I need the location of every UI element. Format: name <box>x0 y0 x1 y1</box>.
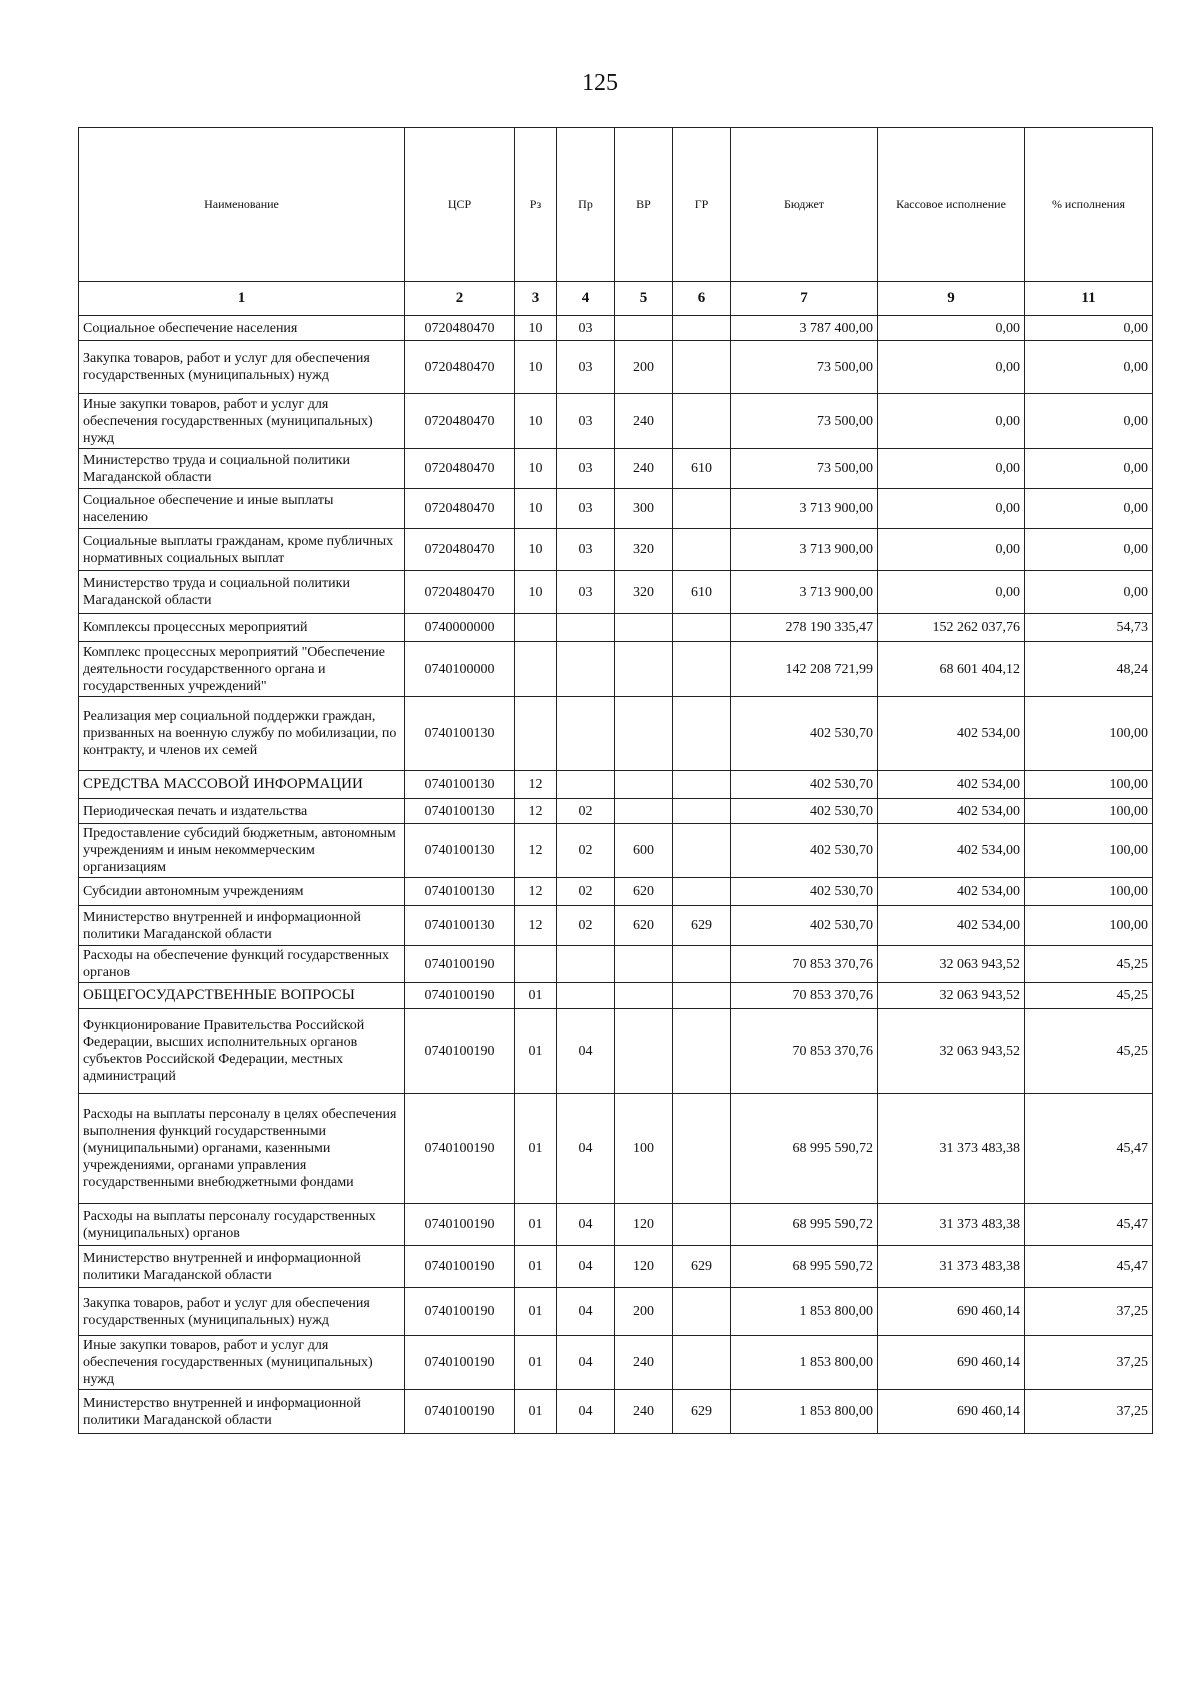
column-number: 3 <box>515 282 557 316</box>
column-number-row <box>79 282 1153 316</box>
cell-name: Закупка товаров, работ и услуг для обеспечения государственных (муниципальных) нужд <box>79 341 405 394</box>
cell-budget: 68 995 590,72 <box>731 1246 878 1288</box>
cell-pr: 02 <box>557 824 615 878</box>
cell-csr: 0740100130 <box>405 771 515 799</box>
cell-name: Социальное обеспечение и иные выплаты населению <box>79 489 405 529</box>
cell-percent: 100,00 <box>1025 697 1153 771</box>
cell-csr: 0740000000 <box>405 614 515 642</box>
cell-csr: 0740100130 <box>405 878 515 906</box>
cell-vr <box>615 983 673 1009</box>
cell-percent: 100,00 <box>1025 799 1153 824</box>
header-gr: ГР <box>673 128 731 282</box>
column-number: 1 <box>79 282 405 316</box>
column-number: 9 <box>878 282 1025 316</box>
cell-csr: 0740100190 <box>405 1009 515 1094</box>
cell-budget: 402 530,70 <box>731 824 878 878</box>
table-row <box>79 316 1153 341</box>
cell-gr <box>673 394 731 449</box>
cell-pr: 04 <box>557 1094 615 1204</box>
cell-csr: 0720480470 <box>405 316 515 341</box>
cell-vr: 240 <box>615 1336 673 1390</box>
cell-gr: 629 <box>673 1246 731 1288</box>
column-number: 7 <box>731 282 878 316</box>
cell-cash: 402 534,00 <box>878 697 1025 771</box>
cell-budget: 402 530,70 <box>731 878 878 906</box>
cell-rz <box>515 614 557 642</box>
header-pr: Пр <box>557 128 615 282</box>
cell-gr <box>673 341 731 394</box>
cell-pr: 03 <box>557 489 615 529</box>
cell-pr: 04 <box>557 1009 615 1094</box>
cell-csr: 0740100000 <box>405 642 515 697</box>
cell-gr <box>673 983 731 1009</box>
cell-name: Расходы на выплаты персоналу государственных (муниципальных) органов <box>79 1204 405 1246</box>
cell-rz: 10 <box>515 449 557 489</box>
cell-vr <box>615 771 673 799</box>
budget-execution-table <box>78 127 1153 1434</box>
cell-budget: 1 853 800,00 <box>731 1288 878 1336</box>
cell-name: Социальное обеспечение населения <box>79 316 405 341</box>
cell-rz: 10 <box>515 316 557 341</box>
cell-budget: 278 190 335,47 <box>731 614 878 642</box>
cell-vr: 320 <box>615 529 673 571</box>
cell-percent: 0,00 <box>1025 529 1153 571</box>
header-vr: ВР <box>615 128 673 282</box>
table-body <box>79 316 1153 1434</box>
cell-vr: 100 <box>615 1094 673 1204</box>
cell-name: Министерство внутренней и информационной политики Магаданской области <box>79 1246 405 1288</box>
cell-csr: 0720480470 <box>405 529 515 571</box>
cell-csr: 0720480470 <box>405 571 515 614</box>
table-row <box>79 571 1153 614</box>
table-row <box>79 489 1153 529</box>
cell-percent: 100,00 <box>1025 878 1153 906</box>
cell-pr: 03 <box>557 449 615 489</box>
cell-rz: 12 <box>515 906 557 946</box>
header-row <box>79 128 1153 282</box>
table-row <box>79 1094 1153 1204</box>
cell-vr: 620 <box>615 906 673 946</box>
table-row <box>79 799 1153 824</box>
cell-rz: 01 <box>515 1336 557 1390</box>
cell-rz: 01 <box>515 1246 557 1288</box>
cell-cash: 152 262 037,76 <box>878 614 1025 642</box>
cell-gr <box>673 1288 731 1336</box>
cell-vr: 200 <box>615 341 673 394</box>
cell-vr: 240 <box>615 394 673 449</box>
cell-gr <box>673 946 731 983</box>
cell-csr: 0740100190 <box>405 1094 515 1204</box>
cell-pr: 03 <box>557 316 615 341</box>
column-number: 11 <box>1025 282 1153 316</box>
cell-pr: 02 <box>557 906 615 946</box>
cell-gr <box>673 529 731 571</box>
cell-pr: 04 <box>557 1390 615 1434</box>
cell-vr: 240 <box>615 1390 673 1434</box>
cell-budget: 3 713 900,00 <box>731 529 878 571</box>
cell-name: Комплекс процессных мероприятий "Обеспечение деятельности государственного органа и государственных учреждений" <box>79 642 405 697</box>
cell-csr: 0740100190 <box>405 1288 515 1336</box>
cell-pr: 03 <box>557 529 615 571</box>
cell-budget: 402 530,70 <box>731 906 878 946</box>
cell-gr <box>673 614 731 642</box>
cell-budget: 70 853 370,76 <box>731 983 878 1009</box>
cell-name: Периодическая печать и издательства <box>79 799 405 824</box>
cell-csr: 0740100190 <box>405 1246 515 1288</box>
cell-percent: 100,00 <box>1025 824 1153 878</box>
cell-name: Закупка товаров, работ и услуг для обеспечения государственных (муниципальных) нужд <box>79 1288 405 1336</box>
cell-vr <box>615 799 673 824</box>
cell-pr: 02 <box>557 799 615 824</box>
cell-percent: 45,47 <box>1025 1204 1153 1246</box>
cell-percent: 37,25 <box>1025 1390 1153 1434</box>
cell-vr <box>615 1009 673 1094</box>
table-row <box>79 394 1153 449</box>
cell-csr: 0740100190 <box>405 1336 515 1390</box>
cell-cash: 690 460,14 <box>878 1288 1025 1336</box>
cell-budget: 70 853 370,76 <box>731 946 878 983</box>
cell-percent: 45,25 <box>1025 946 1153 983</box>
cell-cash: 402 534,00 <box>878 771 1025 799</box>
cell-vr: 120 <box>615 1204 673 1246</box>
cell-vr: 200 <box>615 1288 673 1336</box>
cell-name: Субсидии автономным учреждениям <box>79 878 405 906</box>
cell-vr: 120 <box>615 1246 673 1288</box>
cell-pr <box>557 697 615 771</box>
cell-pr: 03 <box>557 341 615 394</box>
cell-name: Реализация мер социальной поддержки граждан, призванных на военную службу по мобилизации, по контракту, и членов их семей <box>79 697 405 771</box>
cell-budget: 402 530,70 <box>731 697 878 771</box>
cell-csr: 0740100190 <box>405 983 515 1009</box>
cell-percent: 0,00 <box>1025 571 1153 614</box>
cell-rz: 01 <box>515 983 557 1009</box>
cell-name: Расходы на обеспечение функций государственных органов <box>79 946 405 983</box>
cell-cash: 31 373 483,38 <box>878 1094 1025 1204</box>
cell-cash: 0,00 <box>878 449 1025 489</box>
cell-csr: 0720480470 <box>405 489 515 529</box>
table-row <box>79 824 1153 878</box>
cell-percent: 45,25 <box>1025 1009 1153 1094</box>
cell-csr: 0740100130 <box>405 799 515 824</box>
header-budget: Бюджет <box>731 128 878 282</box>
cell-vr: 240 <box>615 449 673 489</box>
table-row <box>79 906 1153 946</box>
cell-vr <box>615 697 673 771</box>
cell-rz: 12 <box>515 878 557 906</box>
cell-vr: 320 <box>615 571 673 614</box>
cell-rz: 10 <box>515 571 557 614</box>
column-number: 2 <box>405 282 515 316</box>
cell-vr: 300 <box>615 489 673 529</box>
cell-cash: 690 460,14 <box>878 1336 1025 1390</box>
cell-gr: 610 <box>673 571 731 614</box>
cell-vr: 620 <box>615 878 673 906</box>
cell-cash: 0,00 <box>878 341 1025 394</box>
cell-cash: 32 063 943,52 <box>878 983 1025 1009</box>
cell-rz <box>515 642 557 697</box>
cell-pr: 04 <box>557 1246 615 1288</box>
column-number: 4 <box>557 282 615 316</box>
cell-gr: 629 <box>673 1390 731 1434</box>
cell-csr: 0740100130 <box>405 824 515 878</box>
table-row <box>79 983 1153 1009</box>
cell-csr: 0720480470 <box>405 394 515 449</box>
cell-rz: 01 <box>515 1288 557 1336</box>
cell-percent: 48,24 <box>1025 642 1153 697</box>
cell-cash: 32 063 943,52 <box>878 946 1025 983</box>
table-row <box>79 1288 1153 1336</box>
cell-csr: 0740100190 <box>405 1204 515 1246</box>
cell-cash: 0,00 <box>878 316 1025 341</box>
table-row <box>79 1204 1153 1246</box>
cell-budget: 1 853 800,00 <box>731 1390 878 1434</box>
cell-budget: 142 208 721,99 <box>731 642 878 697</box>
cell-name: Комплексы процессных мероприятий <box>79 614 405 642</box>
header-rz: Рз <box>515 128 557 282</box>
cell-pr <box>557 983 615 1009</box>
table-row <box>79 614 1153 642</box>
cell-pr: 03 <box>557 394 615 449</box>
cell-budget: 73 500,00 <box>731 449 878 489</box>
cell-budget: 68 995 590,72 <box>731 1204 878 1246</box>
cell-percent: 54,73 <box>1025 614 1153 642</box>
cell-rz: 01 <box>515 1094 557 1204</box>
cell-percent: 37,25 <box>1025 1336 1153 1390</box>
cell-gr: 629 <box>673 906 731 946</box>
cell-rz: 10 <box>515 489 557 529</box>
cell-budget: 3 713 900,00 <box>731 489 878 529</box>
cell-gr <box>673 1094 731 1204</box>
cell-vr: 600 <box>615 824 673 878</box>
cell-rz: 10 <box>515 394 557 449</box>
table-row <box>79 1009 1153 1094</box>
cell-budget: 73 500,00 <box>731 394 878 449</box>
cell-gr <box>673 697 731 771</box>
header-percent: % исполнения <box>1025 128 1153 282</box>
table-row <box>79 878 1153 906</box>
cell-rz: 10 <box>515 341 557 394</box>
cell-percent: 0,00 <box>1025 489 1153 529</box>
table-row <box>79 449 1153 489</box>
cell-pr: 02 <box>557 878 615 906</box>
table-row <box>79 341 1153 394</box>
cell-budget: 402 530,70 <box>731 771 878 799</box>
cell-cash: 402 534,00 <box>878 824 1025 878</box>
cell-gr <box>673 878 731 906</box>
table-row <box>79 1246 1153 1288</box>
cell-pr: 04 <box>557 1204 615 1246</box>
page-number: 125 <box>582 70 618 96</box>
cell-name: Иные закупки товаров, работ и услуг для обеспечения государственных (муниципальных) нужд <box>79 394 405 449</box>
cell-name: Предоставление субсидий бюджетным, автономным учреждениям и иным некоммерческим организациям <box>79 824 405 878</box>
cell-csr: 0740100130 <box>405 697 515 771</box>
cell-percent: 45,47 <box>1025 1094 1153 1204</box>
table-row <box>79 946 1153 983</box>
cell-percent: 37,25 <box>1025 1288 1153 1336</box>
cell-csr: 0740100130 <box>405 906 515 946</box>
table-row <box>79 642 1153 697</box>
cell-percent: 100,00 <box>1025 771 1153 799</box>
cell-rz: 01 <box>515 1009 557 1094</box>
cell-percent: 0,00 <box>1025 341 1153 394</box>
cell-pr: 04 <box>557 1336 615 1390</box>
cell-name: Функционирование Правительства Российской Федерации, высших исполнительных органов субъектов Российской Федерации, местных администраций <box>79 1009 405 1094</box>
cell-pr <box>557 771 615 799</box>
cell-rz <box>515 697 557 771</box>
cell-vr <box>615 614 673 642</box>
cell-csr: 0740100190 <box>405 946 515 983</box>
cell-pr <box>557 642 615 697</box>
cell-rz: 12 <box>515 824 557 878</box>
cell-name: Иные закупки товаров, работ и услуг для обеспечения государственных (муниципальных) нужд <box>79 1336 405 1390</box>
cell-gr <box>673 316 731 341</box>
table-row <box>79 771 1153 799</box>
cell-csr: 0720480470 <box>405 449 515 489</box>
cell-rz: 10 <box>515 529 557 571</box>
cell-rz: 01 <box>515 1204 557 1246</box>
cell-rz: 01 <box>515 1390 557 1434</box>
cell-percent: 100,00 <box>1025 906 1153 946</box>
cell-budget: 70 853 370,76 <box>731 1009 878 1094</box>
cell-cash: 402 534,00 <box>878 906 1025 946</box>
cell-name: Социальные выплаты гражданам, кроме публичных нормативных социальных выплат <box>79 529 405 571</box>
cell-budget: 68 995 590,72 <box>731 1094 878 1204</box>
cell-rz <box>515 946 557 983</box>
cell-csr: 0740100190 <box>405 1390 515 1434</box>
cell-gr <box>673 1204 731 1246</box>
header-cash: Кассовое исполнение <box>878 128 1025 282</box>
cell-pr <box>557 946 615 983</box>
cell-budget: 1 853 800,00 <box>731 1336 878 1390</box>
cell-gr <box>673 642 731 697</box>
cell-name: Расходы на выплаты персоналу в целях обеспечения выполнения функций государственными (муниципальными) органами, казенными учреждениями, органами управления государственными внебюджетными фондами <box>79 1094 405 1204</box>
header-csr: ЦСР <box>405 128 515 282</box>
cell-name: ОБЩЕГОСУДАРСТВЕННЫЕ ВОПРОСЫ <box>79 983 405 1009</box>
cell-percent: 45,47 <box>1025 1246 1153 1288</box>
column-number: 6 <box>673 282 731 316</box>
table-row <box>79 529 1153 571</box>
cell-budget: 3 787 400,00 <box>731 316 878 341</box>
cell-cash: 402 534,00 <box>878 799 1025 824</box>
cell-cash: 31 373 483,38 <box>878 1246 1025 1288</box>
cell-cash: 690 460,14 <box>878 1390 1025 1434</box>
table-row <box>79 697 1153 771</box>
cell-name: СРЕДСТВА МАССОВОЙ ИНФОРМАЦИИ <box>79 771 405 799</box>
cell-cash: 68 601 404,12 <box>878 642 1025 697</box>
cell-pr: 03 <box>557 571 615 614</box>
cell-pr <box>557 614 615 642</box>
cell-budget: 73 500,00 <box>731 341 878 394</box>
cell-cash: 0,00 <box>878 394 1025 449</box>
cell-cash: 0,00 <box>878 571 1025 614</box>
cell-cash: 402 534,00 <box>878 878 1025 906</box>
cell-cash: 32 063 943,52 <box>878 1009 1025 1094</box>
cell-cash: 31 373 483,38 <box>878 1204 1025 1246</box>
cell-rz: 12 <box>515 771 557 799</box>
cell-gr: 610 <box>673 449 731 489</box>
cell-name: Министерство труда и социальной политики Магаданской области <box>79 571 405 614</box>
cell-vr <box>615 316 673 341</box>
table-row <box>79 1390 1153 1434</box>
cell-vr <box>615 946 673 983</box>
cell-pr: 04 <box>557 1288 615 1336</box>
cell-percent: 45,25 <box>1025 983 1153 1009</box>
cell-budget: 402 530,70 <box>731 799 878 824</box>
cell-rz: 12 <box>515 799 557 824</box>
cell-name: Министерство труда и социальной политики Магаданской области <box>79 449 405 489</box>
header-name: Наименование <box>79 128 405 282</box>
cell-budget: 3 713 900,00 <box>731 571 878 614</box>
cell-gr <box>673 771 731 799</box>
cell-cash: 0,00 <box>878 489 1025 529</box>
cell-percent: 0,00 <box>1025 394 1153 449</box>
table-row <box>79 1336 1153 1390</box>
cell-csr: 0720480470 <box>405 341 515 394</box>
cell-percent: 0,00 <box>1025 449 1153 489</box>
cell-name: Министерство внутренней и информационной политики Магаданской области <box>79 1390 405 1434</box>
column-number: 5 <box>615 282 673 316</box>
cell-gr <box>673 1336 731 1390</box>
cell-gr <box>673 489 731 529</box>
cell-cash: 0,00 <box>878 529 1025 571</box>
cell-gr <box>673 824 731 878</box>
cell-name: Министерство внутренней и информационной политики Магаданской области <box>79 906 405 946</box>
cell-vr <box>615 642 673 697</box>
cell-gr <box>673 1009 731 1094</box>
cell-percent: 0,00 <box>1025 316 1153 341</box>
cell-gr <box>673 799 731 824</box>
